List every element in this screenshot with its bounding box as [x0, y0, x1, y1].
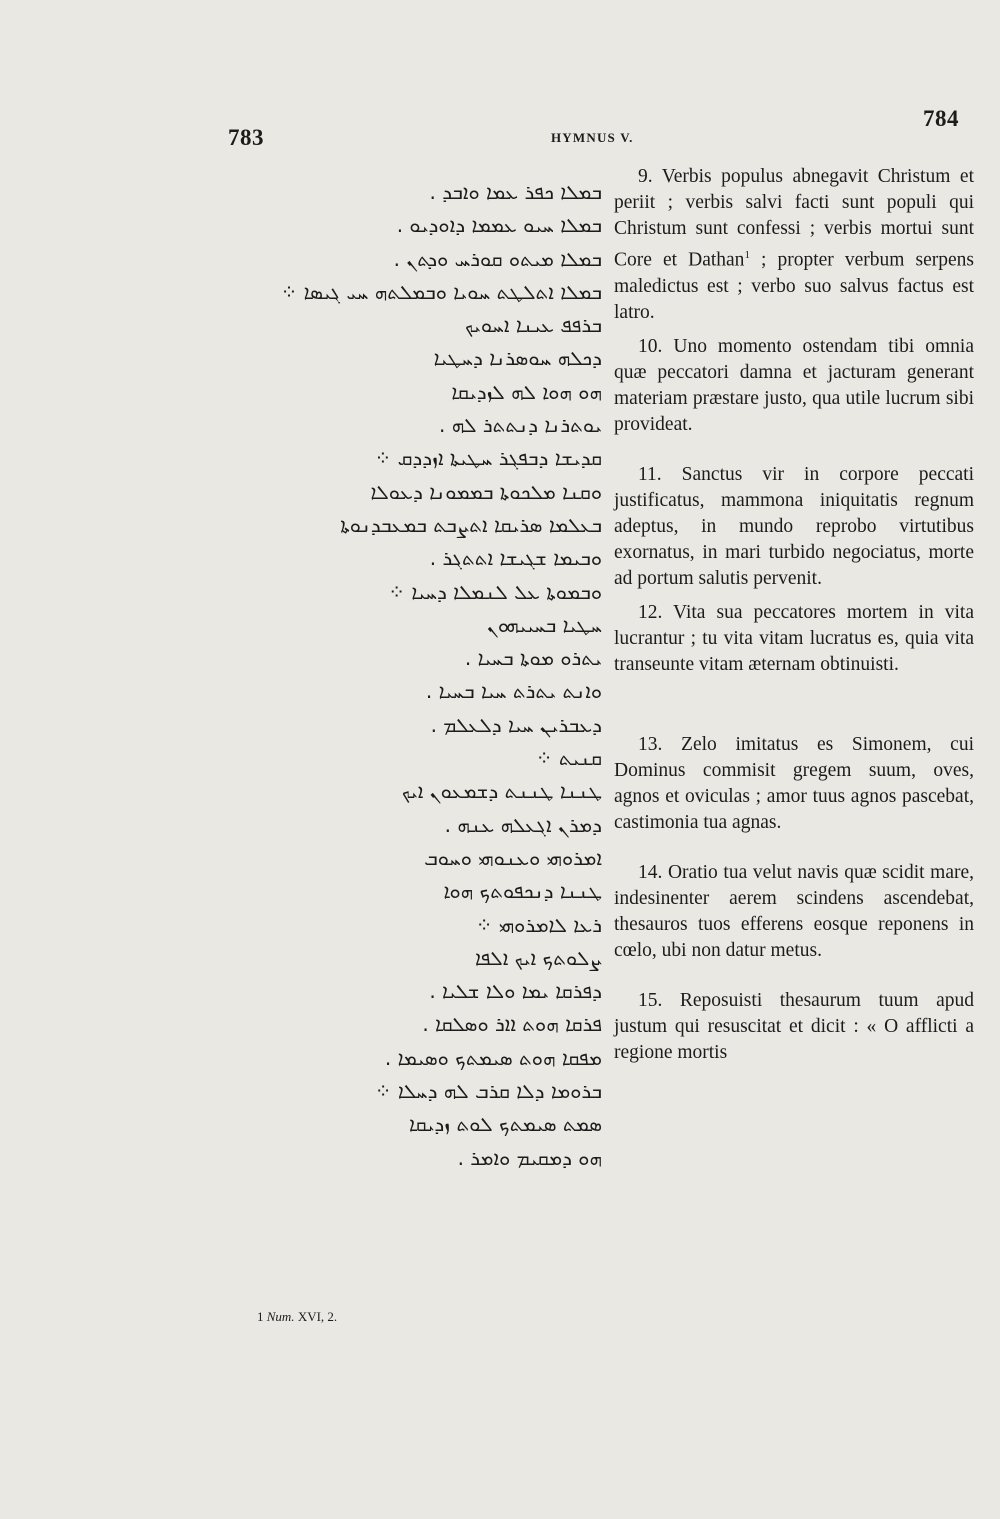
left-page-number: 783	[228, 125, 264, 150]
syriac-line: ܣܡܬ ܣܝܡܬܟ ܠܘܬ ܙܕܝܩܐ	[409, 1112, 602, 1137]
syriac-line: ܗܘ ܗܘܐ ܠܗ ܠܙܕܝܩܐ	[451, 379, 602, 404]
syriac-line: ܒܪܘܡܐ ܕܠܐ ܩܪܒ ܠܗ ܕܚܠܐ ⁘	[374, 1079, 602, 1104]
footnote	[257, 1309, 337, 1325]
syriac-line: ܕܥܒܪܝܢ ܚܝܐ ܕܠܥܠܡ .	[430, 712, 602, 737]
paragraph-10: 10. Uno momento ostendam tibi omnia quæ peccatori damna et jacturam generant materiam præstare justo, qua utile lucrum sibi provideat.	[614, 335, 974, 435]
syriac-line: ܕܡܪܢ ܐܓܥܠܗ ܥܢܗ .	[444, 812, 602, 837]
syriac-line: ܝܘܬܪܢܐ ܕܢܬܬܪ ܠܗ .	[439, 413, 602, 438]
syriac-line: ܘܩܢܐ ܡܠܟܘܬܐ ܒܡܡܘܢܐ ܕܥܘܠܐ	[370, 479, 602, 504]
paragraph-text: 9. Verbis populus abnegavit Christum et periit ; verbis salvi facti sunt populi qui Christum sunt confessi ; verbis mortui sunt Core et Dathan	[614, 166, 974, 271]
syriac-line: ܨܠܘܬܟ ܐܝܟ ܐܠܦܐ	[474, 945, 602, 970]
paragraph-11: 11. Sanctus vir in corpore peccati justificatus, mammona iniquitatis regnum adeptus, in mundo reprobo virtutibus exornatus, in mari turbido negociatus, morte ad portum salutis pervenit.	[614, 463, 974, 589]
syriac-line: ܒܡܠܐ ܚܝܘ ܥܡܡܐ ܕܐܘܕܝܘ .	[396, 213, 602, 238]
syriac-line: ܝܬܪܘ ܡܘܬܐ ܒܚܝܐ .	[464, 646, 602, 671]
syriac-column	[236, 176, 602, 1175]
syriac-line: ܛܢܢܐ ܛܢܢܬ ܕܫܡܥܘܢ ܐܝܟ	[401, 779, 602, 804]
syriac-line: ܒܡܠܐ ܐܬܠܛܬ ܚܘܝܐ ܘܒܡܠܬܗ ܚܝ ܓܝܣܐ ⁘	[280, 279, 602, 304]
syriac-line: ܦܪܩܐ ܗܘܬ ܐܐܪ ܘܣܠܩܐ .	[422, 1012, 602, 1037]
paragraph-14: 14. Oratio tua velut navis quæ scidit mare, indesinenter aerem scindens ascendebat, thesauros tuos efferens eosque reponens in cœlo, ubi non datur metus.	[614, 861, 974, 961]
footnote-text: XVI, 2.	[297, 1309, 338, 1324]
paragraph-9	[614, 164, 974, 326]
syriac-line: ܒܥܠܡܐ ܣܪܝܩܐ ܐܬܨܒܬ ܒܡܥܒܕܢܘܬܐ	[340, 512, 602, 537]
right-page-number: 784	[923, 106, 959, 131]
paragraph-15: 15. Reposuisti thesaurum tuum apud justum qui resuscitat et dicit : « O afflicti a regione mortis	[614, 989, 974, 1063]
paragraph-13: 13. Zelo imitatus es Simonem, cui Dominus commisit gregem suum, oves, agnos et oviculas ; amor tuus agnos pascebat, castimonia tua agnas.	[614, 733, 974, 833]
syriac-line: ܗܘ ܕܡܩܝܡ ܘܐܡܪ .	[457, 1145, 602, 1170]
syriac-line: ܡܦܩܐ ܗܘܬ ܣܝܡܬܟ ܘܣܝܡܐ .	[384, 1045, 602, 1070]
syriac-line: ܕܟܠܗ ܚܘܣܪܢܐ ܕܚܛܝܐ	[433, 346, 602, 371]
syriac-line: ܘܒܝܡܐ ܫܓܝܫܐ ܐܬܬܓܪ .	[429, 546, 602, 571]
syriac-line: ܒܡܠܐ ܡܝܬܘ ܩܘܪܚ ܘܕܬܢ .	[393, 246, 602, 271]
footnote-reference: Num.	[266, 1309, 295, 1324]
syriac-line: ܘܐܢܬ ܝܬܪܬ ܚܝܐ ܒܚܝܐ .	[425, 679, 602, 704]
syriac-line: ܐܡܪܘܗܝ ܘܥܢܘܗܝ ܘܚܘܒ	[424, 845, 602, 870]
footnote-number: 1	[257, 1309, 264, 1324]
syriac-line: ܒܡܠܐ ܟܦܪ ܥܡܐ ܘܐܒܕ .	[429, 180, 602, 204]
syriac-line: ܪܥܐ ܠܐܡܪܘܗܝ ⁘	[475, 912, 602, 937]
footnote-marker: 1	[744, 249, 750, 261]
running-title: HYMNUS V.	[551, 130, 634, 145]
syriac-line: ܚܛܝܐ ܒܚܝܝܗܘܢ	[487, 612, 602, 637]
syriac-line: ܘܒܡܘܬܐ ܥܠ ܠܢܡܠܐ ܕܚܝܐ ⁘	[388, 579, 602, 604]
syriac-line: ܛܢܢܐ ܕܢܟܦܘܬܟ ܗܘܐ	[443, 879, 602, 904]
syriac-line: ܩܢܝܬ ⁘	[535, 746, 602, 771]
syriac-line: ܒܪܦܦ ܥܝܢܐ ܐܚܘܝܟ	[465, 313, 602, 338]
syriac-line: ܩܕܝܫܐ ܕܒܦܓܪ ܚܛܝܬܐ ܐܙܕܕܩ ⁘	[374, 446, 602, 471]
syriac-line: ܕܦܪܩܐ ܝܡܐ ܘܠܐ ܫܠܝܐ .	[429, 979, 602, 1004]
paragraph-text-tail: ; propter verbum serpens maledictus est ; verbo suo salvus factus est latro.	[614, 249, 974, 323]
paragraph-12: 12. Vita sua peccatores mortem in vita lucrantur ; tu vita vitam lucratus es, quia vita transeunte vitam æternam obtinuisti.	[614, 601, 974, 675]
latin-column	[614, 164, 974, 1066]
